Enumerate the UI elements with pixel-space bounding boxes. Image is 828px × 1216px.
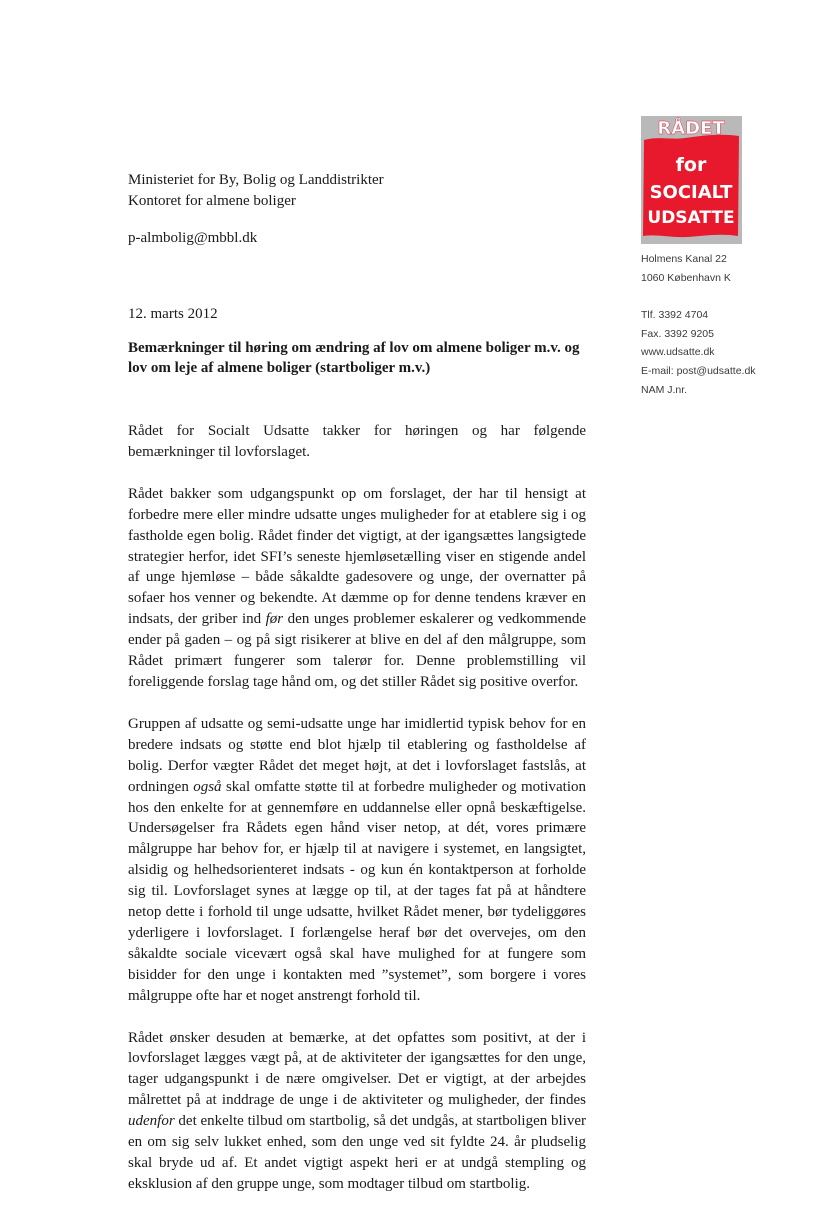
sender-email: E-mail: post@udsatte.dk xyxy=(641,364,756,377)
emphasis-for: før xyxy=(265,611,284,628)
sender-phone: Tlf. 3392 4704 xyxy=(641,309,709,322)
paragraph-4: Rådet ønsker desuden at bemærke, at det opfattes som positivt, at der i lovforslaget lægges vægt på, at de aktiviteter der igangsættes for den unge, tager udgangspunkt i de nære omgivelser. Det er vigtigt, at der arbejdes målrettet på at inddrage de unge i de aktiviteter og muligheder, der findes udenfor det enkelte tilbud om startbolig, så det undgås, at startboligen bliver en om sig selv lukket enhed, som den unge ved sit fyldte 24. år pludselig skal bryde ud af. Et andet vigtigt aspekt heri er at undgå stempling og eksklusion af den gruppe unge, som modtager tilbud om startbolig. xyxy=(128,1029,586,1192)
recipient-office: Kontoret for almene boliger xyxy=(128,193,296,209)
sender-website: www.udsatte.dk xyxy=(641,346,715,359)
logo-word-radet: RÅDET xyxy=(657,118,725,139)
emphasis-udenfor: udenfor xyxy=(128,1113,175,1130)
paragraph-3: Gruppen af udsatte og semi-udsatte unge har imidlertid typisk behov for en bredere indsats og støtte end blot hjælp til etablering og fastholdelse af bolig. Derfor vægter Rådet det meget højt, at det i lovforslaget fastslås, at ordningen også skal omfatte støtte til at forbedre muligheder og motivation hos den enkelte for at gennemføre en uddannelse eller opnå beskæftigelse. Undersøgelser fra Rådets egen hånd viser netop, at dét, vores primære målgruppe har behov for, er hjælp til at navigere i systemet, en langsigtet, alsidig og helhedsorienteret indsats - og kun én kontaktperson at forholde sig til. Lovforslaget synes at lægge op til, at der tages fat på at håndtere netop dette i forhold til unge udsatte, hvilket Rådet mener, bør tydeliggøres yderligere i lovforslaget. I forlængelse heraf bør det overvejes, om den såkaldte sociale vicevært også skal have mulighed for at fungere som bisidder for den unge i kontakten med ”systemet”, som borgere i vores målgruppe ofte har et noget anstrengt forhold til. xyxy=(128,715,586,1004)
emphasis-ogsa: også xyxy=(193,778,222,795)
letter-subject: Bemærkninger til høring om ændring af lov om almene boliger m.v. og lov om leje af almene boliger (startboliger m.v.) xyxy=(128,340,580,376)
flag-logo-graphic xyxy=(641,116,742,244)
sender-fax: Fax. 3392 9205 xyxy=(641,327,714,340)
paragraph-2: Rådet bakker som udgangspunkt op om forslaget, der har til hensigt at forbedre mere eller mindre udsatte unges muligheder for at etablere sig i og fastholde egen bolig. Rådet finder det vigtigt, at der igangsættes langsigtede strategier herfor, idet SFI’s seneste hjemløsetælling viser en stigende andel af unge hjemløse – både såkaldte gadesovere og unge, der overnatter på sofaer hos venner og bekendte. At dæmme op for denne tendens kræver en indsats, der griber ind før den unges problemer eskalerer og vedkommende ender på gaden – og på sigt risikerer at blive en del af den målgruppe, som Rådet primært fungerer som talerør for. Denne problemstilling vil foreliggende forslag tage hånd om, og det stiller Rådet sig positive overfor. xyxy=(128,485,586,690)
letter-body xyxy=(128,421,586,1216)
paragraph-1: Rådet for Socialt Udsatte takker for høringen og har følgende bemærkninger til lovforslaget. xyxy=(128,423,586,460)
sender-address-city: 1060 København K xyxy=(641,271,731,284)
sender-contact-block xyxy=(641,250,756,399)
recipient-block xyxy=(128,170,384,212)
logo-word-for: for xyxy=(675,154,707,176)
letter-date: 12. marts 2012 xyxy=(128,306,218,322)
logo-word-socialt: SOCIALT xyxy=(649,182,733,203)
radet-logo xyxy=(641,116,742,244)
sender-journal-number: NAM J.nr. xyxy=(641,383,688,396)
sender-address-street: Holmens Kanal 22 xyxy=(641,253,727,265)
recipient-ministry: Ministeriet for By, Bolig og Landdistrikter xyxy=(128,172,384,188)
logo-word-udsatte: UDSATTE xyxy=(647,208,735,228)
recipient-email: p-almbolig@mbbl.dk xyxy=(128,230,258,246)
